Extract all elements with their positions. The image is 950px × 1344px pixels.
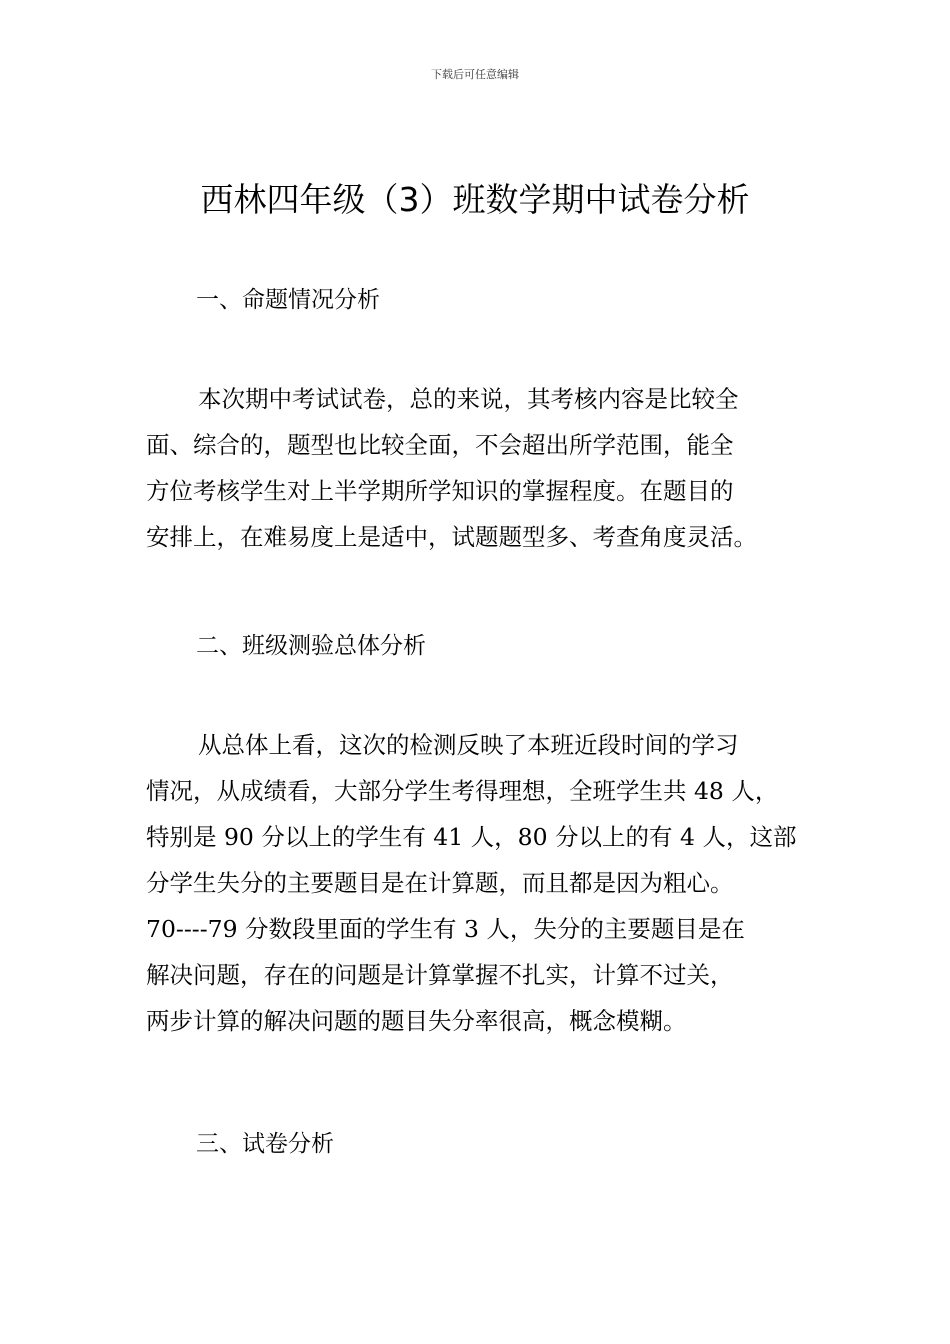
header-note: 下载后可任意编辑 — [431, 68, 519, 81]
paragraph-line: 面、综合的，题型也比较全面，不会超出所学范围，能全 — [146, 431, 734, 459]
paragraph-line: 情况，从成绩看，大部分学生考得理想，全班学生共 48 人， — [146, 777, 779, 805]
section-heading-3: 三、试卷分析 — [196, 1131, 334, 1157]
paragraph-line: 本次期中考试试卷，总的来说，其考核内容是比较全 — [198, 385, 739, 413]
paragraph-line: 分学生失分的主要题目是在计算题，而且都是因为粗心。 — [146, 869, 734, 897]
paragraph-line: 两步计算的解决问题的题目失分率很高，概念模糊。 — [146, 1007, 687, 1035]
paragraph-line: 解决问题，存在的问题是计算掌握不扎实，计算不过关， — [146, 961, 734, 989]
paragraph-line: 70----79 分数段里面的学生有 3 人，失分的主要题目是在 — [146, 915, 745, 943]
section-heading-2: 二、班级测验总体分析 — [196, 633, 426, 659]
section-2-paragraph — [146, 722, 810, 1044]
paragraph-line: 从总体上看，这次的检测反映了本班近段时间的学习 — [198, 731, 739, 759]
section-1-paragraph — [146, 376, 810, 560]
paragraph-line: 安排上，在难易度上是适中，试题题型多、考查角度灵活。 — [146, 523, 757, 551]
page-title: 西林四年级（3）班数学期中试卷分析 — [200, 180, 750, 219]
paragraph-line: 方位考核学生对上半学期所学知识的掌握程度。在题目的 — [146, 477, 734, 505]
section-heading-1: 一、命题情况分析 — [196, 287, 380, 313]
paragraph-line: 特别是 90 分以上的学生有 41 人，80 分以上的有 4 人，这部 — [146, 823, 797, 851]
